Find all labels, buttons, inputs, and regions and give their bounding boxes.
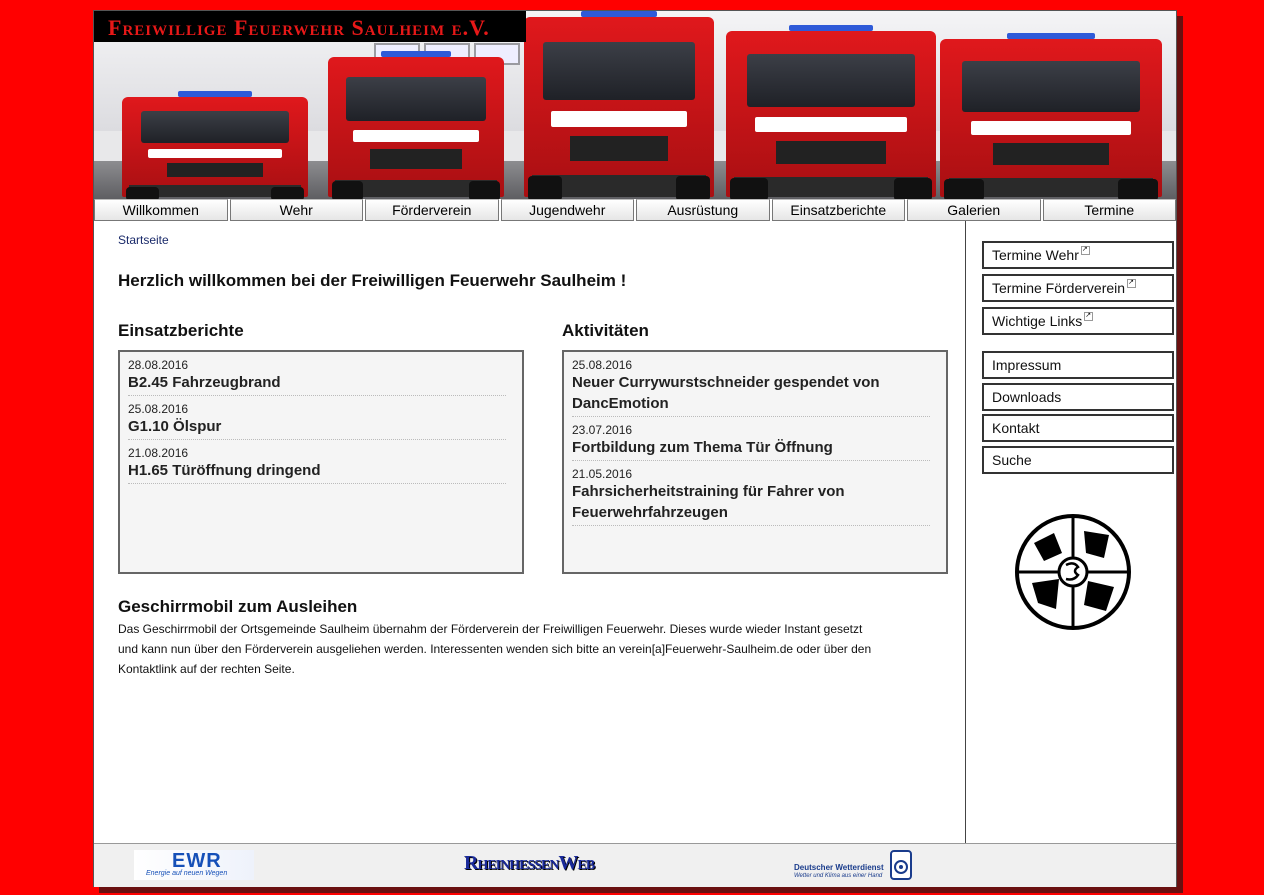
list-item[interactable] bbox=[572, 417, 930, 461]
entry-date: 21.08.2016 bbox=[128, 446, 189, 460]
header-banner bbox=[94, 11, 1176, 199]
entry-date: 23.07.2016 bbox=[572, 423, 633, 437]
rheinhessenweb-logo[interactable]: RheinhessenWeb bbox=[464, 852, 595, 874]
main-content bbox=[94, 221, 965, 843]
ewr-logo-subtitle: Energie auf neuen Wegen bbox=[146, 870, 228, 877]
external-link-icon: ↗ bbox=[1081, 246, 1090, 255]
entry-link[interactable]: H1.65 Türöffnung dringend bbox=[128, 462, 321, 479]
impressum-button[interactable]: Impressum bbox=[982, 351, 1174, 379]
nav-item-jugendwehr[interactable]: Jugendwehr bbox=[501, 199, 635, 221]
nav-item-termine[interactable]: Termine bbox=[1043, 199, 1177, 221]
breadcrumb[interactable]: Startseite bbox=[118, 233, 169, 247]
nav-item-ausruestung[interactable]: Ausrüstung bbox=[636, 199, 770, 221]
page-title: Herzlich willkommen bei der Freiwilligen Feuerwehr Saulheim ! bbox=[118, 271, 627, 290]
fire-truck-image bbox=[524, 17, 714, 197]
site-title[interactable]: Freiwillige Feuerwehr Saulheim e.V. bbox=[108, 15, 490, 40]
entry-link[interactable]: G1.10 Ölspur bbox=[128, 418, 222, 435]
external-link-icon: ↗ bbox=[1084, 312, 1093, 321]
list-item[interactable] bbox=[572, 352, 930, 417]
kontakt-button[interactable]: Kontakt bbox=[982, 414, 1174, 442]
termine-foerderverein-button[interactable] bbox=[982, 274, 1174, 302]
aktivitaeten-heading: Aktivitäten bbox=[562, 321, 649, 340]
ewr-logo[interactable] bbox=[134, 850, 254, 880]
fire-truck-image bbox=[122, 97, 308, 197]
downloads-button[interactable]: Downloads bbox=[982, 383, 1174, 411]
list-item[interactable] bbox=[128, 440, 506, 484]
ewr-logo-text: EWR bbox=[172, 850, 222, 872]
list-item[interactable] bbox=[572, 461, 930, 526]
footer bbox=[94, 843, 1176, 887]
fire-truck-image bbox=[328, 57, 504, 197]
nav-item-willkommen[interactable]: Willkommen bbox=[94, 199, 228, 221]
article-title: Geschirrmobil zum Ausleihen bbox=[118, 597, 358, 616]
article-line: Das Geschirrmobil der Ortsgemeinde Saulheim übernahm der Förderverein der Freiwilligen Feuerwehr. Dieses wurde wieder Instant gesetzt bbox=[118, 622, 863, 636]
title-bar bbox=[94, 11, 526, 42]
dwd-logo[interactable] bbox=[794, 850, 914, 882]
entry-date: 28.08.2016 bbox=[128, 358, 189, 372]
fire-truck-image bbox=[726, 31, 936, 197]
sidebar bbox=[965, 221, 1176, 843]
entry-link[interactable]: B2.45 Fahrzeugbrand bbox=[128, 374, 281, 391]
aktivitaeten-box bbox=[562, 350, 948, 574]
nav-item-galerien[interactable]: Galerien bbox=[907, 199, 1041, 221]
dwd-logo-text: Deutscher Wetterdienst bbox=[794, 863, 884, 872]
list-item[interactable] bbox=[128, 352, 506, 396]
article-line: Kontaktlink auf der rechten Seite. bbox=[118, 662, 295, 676]
list-item[interactable] bbox=[128, 396, 506, 440]
nav-item-foerderverein[interactable]: Förderverein bbox=[365, 199, 499, 221]
main-nav bbox=[94, 199, 1176, 221]
nav-item-einsatzberichte[interactable]: Einsatzberichte bbox=[772, 199, 906, 221]
entry-date: 25.08.2016 bbox=[572, 358, 633, 372]
button-label: Termine Förderverein bbox=[992, 280, 1126, 296]
dwd-logo-subtitle: Wetter und Klima aus einer Hand bbox=[794, 873, 883, 879]
fire-truck-image bbox=[940, 39, 1162, 197]
einsatzberichte-box bbox=[118, 350, 524, 574]
external-link-icon: ↗ bbox=[1127, 279, 1136, 288]
entry-date: 21.05.2016 bbox=[572, 467, 633, 481]
einsatzberichte-heading: Einsatzberichte bbox=[118, 321, 244, 340]
fire-brigade-crest-icon bbox=[1014, 513, 1132, 631]
termine-wehr-button[interactable] bbox=[982, 241, 1174, 269]
page-container bbox=[93, 10, 1177, 887]
button-label: Termine Wehr bbox=[992, 247, 1079, 263]
dwd-emblem-icon bbox=[890, 850, 912, 880]
suche-button[interactable]: Suche bbox=[982, 446, 1174, 474]
entry-link[interactable]: Neuer Currywurstschneider gespendet von DancEmotion bbox=[572, 374, 880, 412]
entry-date: 25.08.2016 bbox=[128, 402, 189, 416]
article-line: und kann nun über den Förderverein ausgeliehen werden. Interessenten wenden sich bitte an verein[a]Feuerwehr-Saulheim.de oder über den bbox=[118, 642, 872, 656]
nav-item-wehr[interactable]: Wehr bbox=[230, 199, 364, 221]
entry-link[interactable]: Fortbildung zum Thema Tür Öffnung bbox=[572, 439, 833, 456]
button-label: Wichtige Links bbox=[992, 313, 1083, 329]
wichtige-links-button[interactable] bbox=[982, 307, 1174, 335]
entry-link[interactable]: Fahrsicherheitstraining für Fahrer von Feuerwehrfahrzeugen bbox=[572, 483, 845, 521]
article-body bbox=[118, 619, 878, 679]
